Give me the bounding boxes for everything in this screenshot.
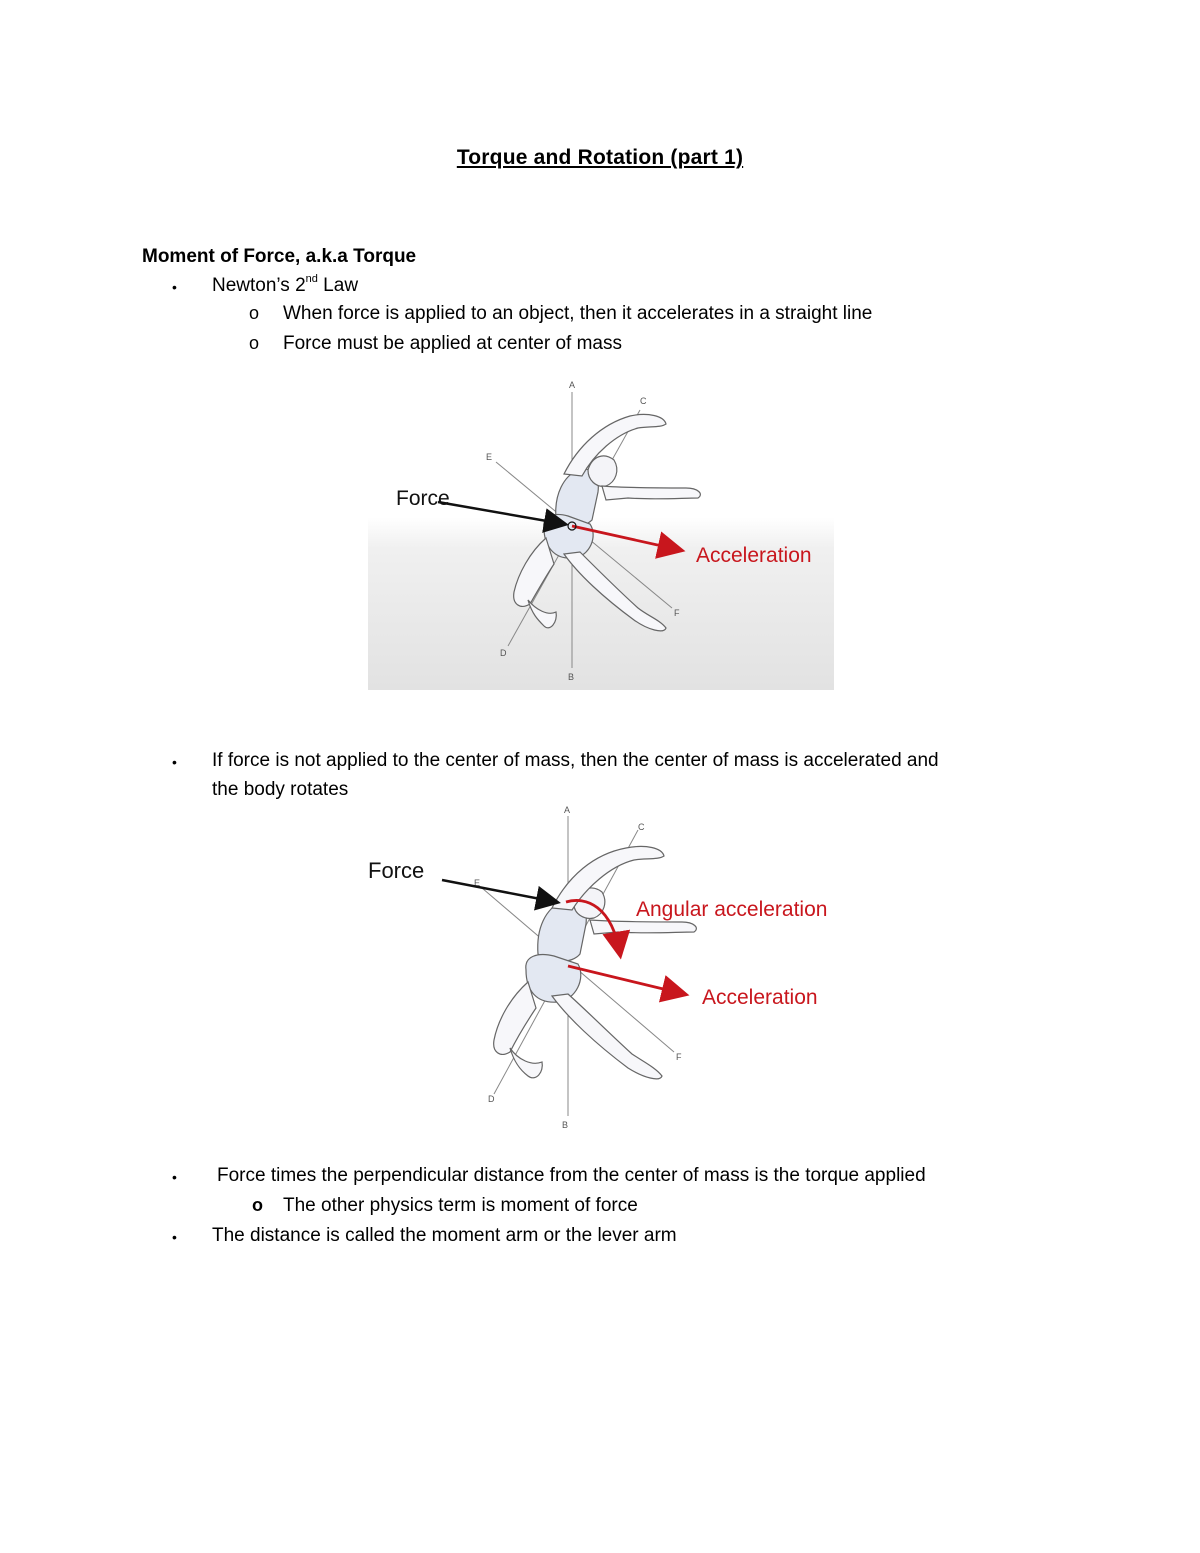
axis-label-c: C	[640, 396, 647, 406]
newton-law-item	[212, 275, 358, 297]
offcenter-line-1: If force is not applied to the center of mass, then the center of mass is accelerated and	[212, 750, 939, 771]
sub-item-center-of-mass: Force must be applied at center of mass	[283, 333, 622, 354]
axis-label-a: A	[569, 380, 576, 390]
axis-label-b: B	[562, 1120, 569, 1130]
bullet-marker: •	[172, 1229, 177, 1245]
axis-label-f: F	[676, 1052, 682, 1062]
axis-label-b: B	[568, 672, 575, 682]
torque-definition: Force times the perpendicular distance from the center of mass is the torque applied	[217, 1165, 926, 1186]
sub-bullet-marker: o	[249, 333, 260, 353]
acceleration-arrow	[568, 966, 684, 994]
newton-sup: nd	[305, 273, 318, 285]
bullet-marker: •	[172, 1169, 177, 1185]
sub-bullet-marker: o	[252, 1195, 263, 1215]
axis-label-e: E	[486, 452, 493, 462]
page-title: Torque and Rotation (part 1)	[456, 146, 744, 169]
acceleration-label: Acceleration	[702, 986, 818, 1009]
axis-label-c: C	[638, 822, 645, 832]
sub-item-straight-line: When force is applied to an object, then it accelerates in a straight line	[283, 303, 873, 324]
sub-bullet-marker: o	[249, 303, 260, 323]
dancer-figure	[494, 846, 697, 1078]
force-label: Force	[368, 858, 425, 883]
newton-text: Newton’s 2	[212, 275, 306, 296]
figure-angular-acceleration	[360, 804, 870, 1134]
axis-label-f: F	[674, 608, 680, 618]
axis-label-d: D	[488, 1094, 495, 1104]
axis-label-d: D	[500, 648, 507, 658]
moment-of-force-note: The other physics term is moment of force	[283, 1195, 638, 1216]
force-arrow	[442, 880, 556, 902]
lever-arm-definition: The distance is called the moment arm or the lever arm	[212, 1225, 677, 1246]
angular-acceleration-label: Angular acceleration	[636, 898, 828, 921]
force-label: Force	[396, 487, 450, 510]
newton-suffix: Law	[317, 275, 359, 296]
bullet-marker: •	[172, 279, 177, 295]
figure-linear-acceleration	[368, 376, 834, 690]
offcenter-line-2: the body rotates	[212, 779, 349, 800]
axis-label-e: E	[474, 878, 481, 888]
axis-label-a: A	[564, 805, 571, 815]
acceleration-label: Acceleration	[696, 544, 812, 567]
section-heading: Moment of Force, a.k.a Torque	[142, 246, 417, 267]
bullet-marker: •	[172, 754, 177, 770]
